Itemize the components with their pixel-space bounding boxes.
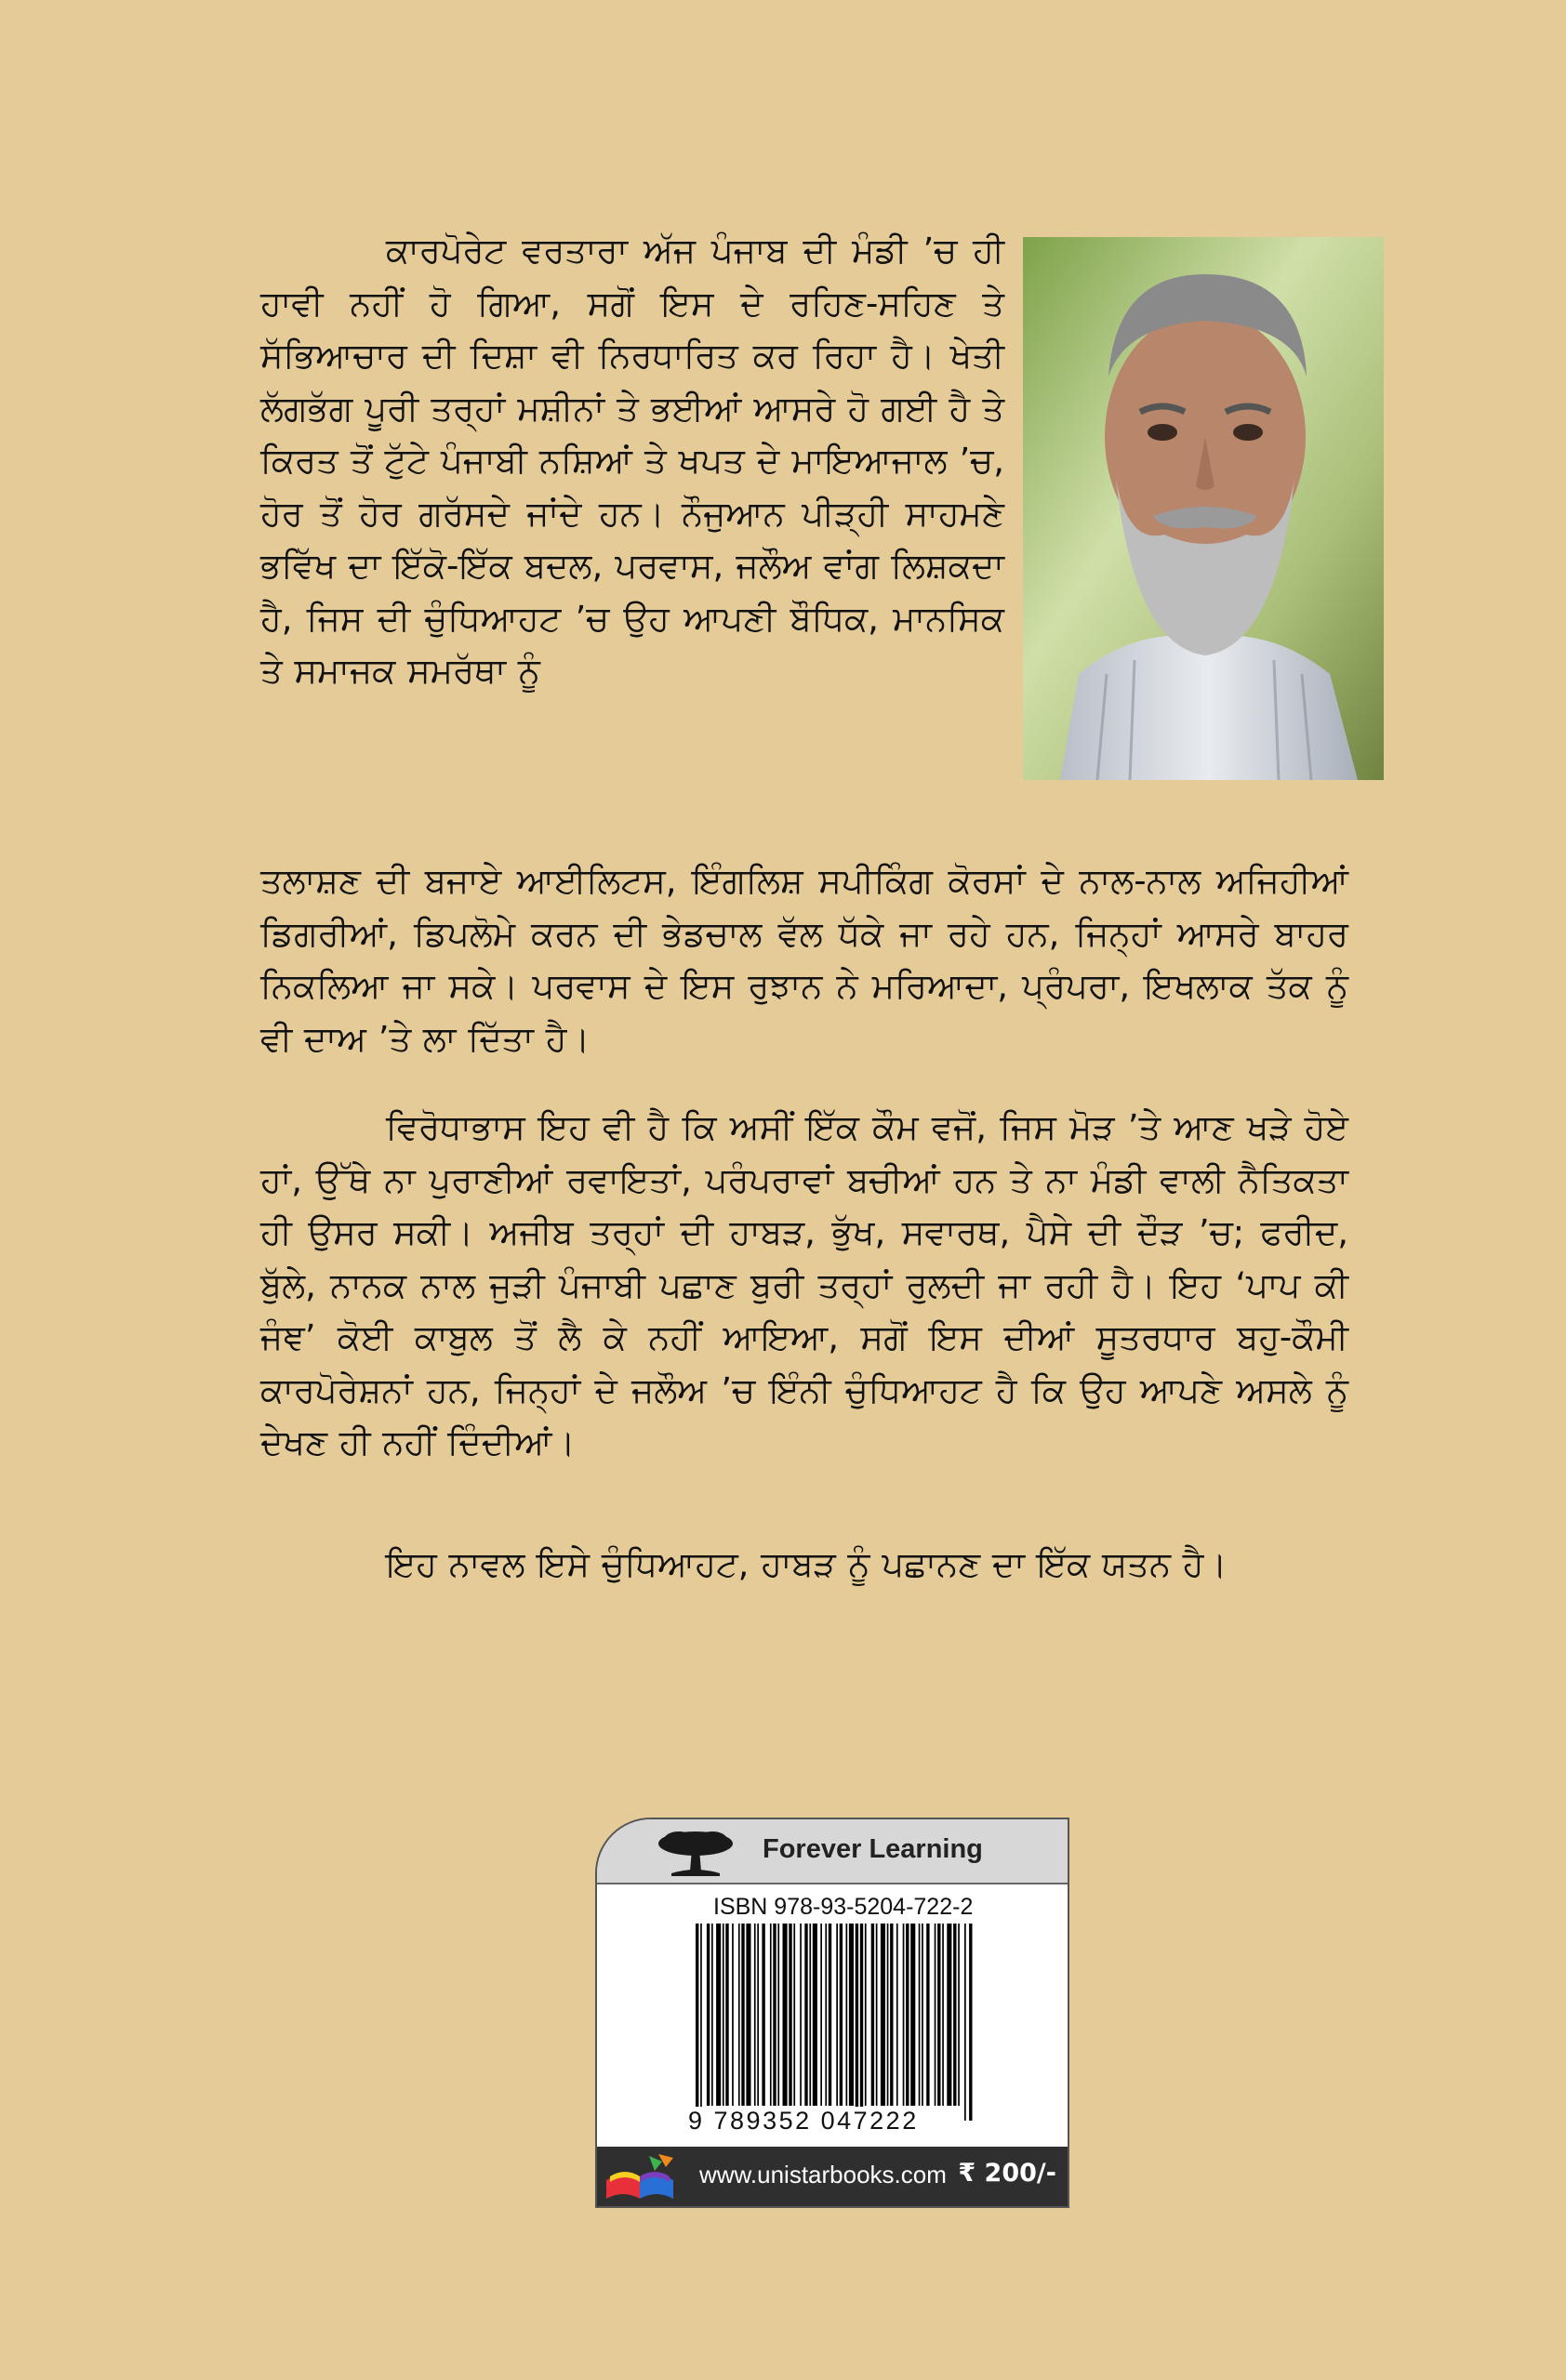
barcode-bar bbox=[935, 1924, 936, 2106]
barcode-bar bbox=[804, 1924, 807, 2106]
barcode-bar bbox=[723, 1924, 724, 2106]
barcode-bar bbox=[881, 1924, 885, 2106]
barcode-bar bbox=[849, 1924, 854, 2106]
barcode-bar bbox=[732, 1924, 734, 2106]
barcode-bar bbox=[890, 1924, 893, 2106]
barcode-bar bbox=[836, 1924, 838, 2106]
barcode-bar bbox=[825, 1924, 827, 2106]
barcode-bar bbox=[789, 1924, 791, 2106]
publisher-website: www.unistarbooks.com bbox=[699, 2161, 947, 2188]
blurb-paragraph-2: ਵਿਰੋਧਾਭਾਸ ਇਹ ਵੀ ਹੈ ਕਿ ਅਸੀਂ ਇੱਕ ਕੌਮ ਵਜੋਂ, ਜਿਸ ਮੋੜ ’ਤੇ ਆਣ ਖੜੇ ਹੋਏ ਹਾਂ, ਉੱਥੇ ਨਾ ਪੁਰਾਣੀਆਂ ਰਵਾਇਤਾਂ, ਪਰੰਪਰਾਵਾਂ ਬਚੀਆਂ ਹਨ ਤੇ ਨਾ ਮੰਡੀ ਵਾਲੀ ਨੈਤਿਕਤਾ ਹੀ ਉਸਰ ਸਕੀ। ਅਜੀਬ ਤਰ੍ਹਾਂ ਦੀ ਹਾਬੜ, ਭੁੱਖ, ਸਵਾਰਥ, ਪੈਸੇ ਦੀ ਦੌੜ ’ਚ; ਫਰੀਦ, ਬੁੱਲੇ, ਨਾਨਕ ਨਾਲ ਜੁੜੀ ਪੰਜਾਬੀ ਪਛਾਣ ਬੁਰੀ ਤਰ੍ਹਾਂ ਰੁਲਦੀ ਜਾ ਰਹੀ ਹੈ। ਇਹ ‘ਪਾਪ ਕੀ ਜੰਞ’ ਕੋਈ ਕਾਬੁਲ ਤੋਂ ਲੈ ਕੇ ਨਹੀਂ ਆਇਆ, ਸਗੋਂ ਇਸ ਦੀਆਂ ਸੂਤਰਧਾਰ ਬਹੁ-ਕੌਮੀ ਕਾਰਪੋਰੇਸ਼ਨਾਂ ਹਨ, ਜਿਨ੍ਹਾਂ ਦੇ ਜਲੌਅ ’ਚ ਇੰਨੀ ਚੁੰਧਿਆਹਟ ਹੈ ਕਿ ਉਹ ਆਪਣੇ ਅਸਲੇ ਨੂੰ ਦੇਖਣ ਹੀ ਨਹੀਂ ਦਿੰਦੀਆਂ। bbox=[260, 1107, 1348, 1462]
barcode-bar bbox=[910, 1924, 915, 2106]
barcode-bar bbox=[865, 1924, 867, 2106]
barcode-bar bbox=[777, 1924, 779, 2106]
barcode-bar bbox=[937, 1924, 940, 2106]
barcode-bar bbox=[820, 1924, 822, 2106]
blurb-paragraph-1-wrapped: ਕਾਰਪੋਰੇਟ ਵਰਤਾਰਾ ਅੱਜ ਪੰਜਾਬ ਦੀ ਮੰਡੀ ’ਚ ਹੀ ਹਾਵੀ ਨਹੀਂ ਹੋ ਗਿਆ, ਸਗੋਂ ਇਸ ਦੇ ਰਹਿਣ-ਸਹਿਣ ਤੇ ਸੱਭਿਆਚਾਰ ਦੀ ਦਿਸ਼ਾ ਵੀ ਨਿਰਧਾਰਿਤ ਕਰ ਰਿਹਾ ਹੈ। ਖੇਤੀ ਲੱਗਭੱਗ ਪੂਰੀ ਤਰ੍ਹਾਂ ਮਸ਼ੀਨਾਂ ਤੇ ਭਈਆਂ ਆਸਰੇ ਹੋ ਗਈ ਹੈ ਤੇ ਕਿਰਤ ਤੋਂ ਟੁੱਟੇ ਪੰਜਾਬੀ ਨਸ਼ਿਆਂ ਤੇ ਖਪਤ ਦੇ ਮਾਇਆਜਾਲ ’ਚ, ਹੋਰ ਤੋਂ ਹੋਰ ਗਰੱਸਦੇ ਜਾਂਦੇ ਹਨ। ਨੌਜੁਆਨ ਪੀੜ੍ਹੀ ਸਾਹਮਣੇ ਭਵਿੱਖ ਦਾ ਇੱਕੋ-ਇੱਕ ਬਦਲ, ਪਰਵਾਸ, ਜਲੌਅ ਵਾਂਗ ਲਿਸ਼ਕਦਾ ਹੈ, ਜਿਸ ਦੀ ਚੁੰਧਿਆਹਟ ’ਚ ਉਹ ਆਪਣੀ ਬੌਧਿਕ, ਮਾਨਸਿਕ ਤੇ ਸਮਾਜਕ ਸਮਰੱਥਾ ਨੂੰ bbox=[260, 231, 1004, 691]
barcode-bar bbox=[741, 1924, 744, 2106]
isbn-label: ISBN 978-93-5204-722-2 bbox=[713, 1894, 974, 1920]
barcode-bar bbox=[793, 1924, 795, 2106]
blurb-paragraph-1-continued: ਤਲਾਸ਼ਣ ਦੀ ਬਜਾਏ ਆਈਲਿਟਸ, ਇੰਗਲਿਸ਼ ਸਪੀਕਿੰਗ ਕੋਰਸਾਂ ਦੇ ਨਾਲ-ਨਾਲ ਅਜਿਹੀਆਂ ਡਿਗਰੀਆਂ, ਡਿਪਲੋਮੇ ਕਰਨ ਦੀ ਭੇਡਚਾਲ ਵੱਲ ਧੱਕੇ ਜਾ ਰਹੇ ਹਨ, ਜਿਨ੍ਹਾਂ ਆਸਰੇ ਬਾਹਰ ਨਿਕਲਿਆ ਜਾ ਸਕੇ। ਪਰਵਾਸ ਦੇ ਇਸ ਰੁਝਾਨ ਨੇ ਮਰਿਆਦਾ, ਪ੍ਰੰਪਰਾ, ਇਖਲਾਕ ਤੱਕ ਨੂੰ ਵੀ ਦਾਅ ’ਤੇ ਲਾ ਦਿੱਤਾ ਹੈ। bbox=[260, 861, 1348, 1059]
brand-name: Forever Learning bbox=[763, 1834, 983, 1864]
barcode-bar bbox=[906, 1924, 909, 2106]
barcode-bar bbox=[922, 1924, 923, 2106]
barcode-bar bbox=[716, 1924, 721, 2106]
barcode-bar bbox=[725, 1924, 728, 2106]
barcode-bar bbox=[953, 1924, 956, 2106]
author-portrait-icon bbox=[1023, 237, 1384, 780]
barcode-bar bbox=[942, 1924, 944, 2106]
barcode bbox=[694, 1924, 973, 2121]
barcode-bar bbox=[846, 1924, 848, 2106]
barcode-bar bbox=[809, 1924, 811, 2106]
barcode-bar bbox=[903, 1924, 905, 2106]
barcode-bar bbox=[860, 1924, 863, 2121]
barcode-bar bbox=[770, 1924, 772, 2106]
barcode-bar bbox=[746, 1924, 750, 2106]
barcode-bar bbox=[757, 1924, 759, 2106]
barcode-bar bbox=[969, 1924, 972, 2121]
footer-band bbox=[597, 2147, 1068, 2206]
barcode-bar bbox=[773, 1924, 776, 2106]
barcode-bar bbox=[800, 1924, 802, 2106]
barcode-bar bbox=[738, 1924, 740, 2106]
barcode-bar bbox=[700, 1924, 702, 2121]
barcode-bar bbox=[876, 1924, 878, 2106]
barcode-bar bbox=[762, 1924, 764, 2106]
barcode-bar bbox=[887, 1924, 889, 2106]
barcode-bar bbox=[711, 1924, 713, 2106]
barcode-bar bbox=[754, 1924, 756, 2106]
price: ₹ 200/- bbox=[958, 2159, 1056, 2188]
barcode-bar bbox=[840, 1924, 843, 2106]
ean-digits: 9 789352 047222 bbox=[688, 2107, 919, 2135]
barcode-bar bbox=[856, 1924, 858, 2121]
barcode-bar bbox=[813, 1924, 817, 2106]
barcode-bar bbox=[696, 1924, 698, 2121]
barcode-bar bbox=[919, 1924, 921, 2106]
barcode-bar bbox=[926, 1924, 929, 2106]
barcode-bar bbox=[707, 1924, 710, 2106]
barcode-bar bbox=[896, 1924, 898, 2106]
tree-icon bbox=[653, 1827, 738, 1877]
author-photo bbox=[1023, 237, 1384, 780]
barcode-bar bbox=[947, 1924, 951, 2106]
barcode-bar bbox=[871, 1924, 874, 2106]
brand-band bbox=[597, 1819, 1068, 1884]
barcode-bar bbox=[958, 1924, 960, 2106]
publisher-barcode-box bbox=[595, 1818, 1069, 2208]
barcode-bar bbox=[829, 1924, 831, 2106]
barcode-bar bbox=[964, 1924, 966, 2121]
barcode-bar bbox=[783, 1924, 788, 2106]
blurb-paragraph-3: ਇਹ ਨਾਵਲ ਇਸੇ ਚੁੰਧਿਆਹਟ, ਹਾਬੜ ਨੂੰ ਪਛਾਨਣ ਦਾ ਇੱਕ ਯਤਨ ਹੈ। bbox=[386, 1544, 1228, 1584]
books-logo-icon bbox=[603, 2152, 681, 2202]
